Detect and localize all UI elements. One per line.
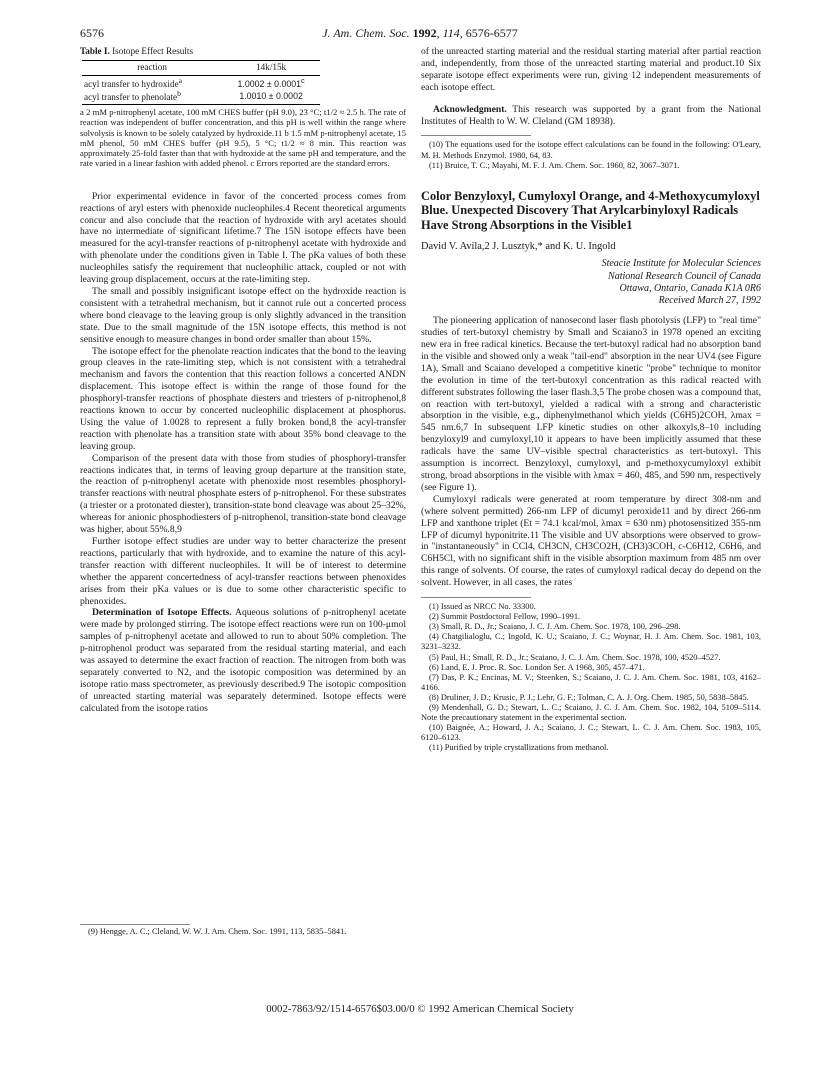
footnote-divider xyxy=(80,924,190,925)
footnote: (6) Land, E. J. Proc. R. Soc. London Ser. A 1968, 305, 457–471. xyxy=(429,662,645,672)
table-label: Table I. xyxy=(80,46,110,56)
section-heading: Determination of Isotope Effects. xyxy=(92,607,232,619)
article-title: Color Benzyloxyl, Cumyloxyl Orange, and 4-Methoxycumyloxyl Blue. Unexpected Discovery That Arylcarbinyloxyl Radicals Have Strong Absorptions in the Visible1 xyxy=(421,188,760,232)
footnote: (5) Paul, H.; Small, R. D., Jr.; Scaiano, J. C. J. Am. Chem. Soc. 1978, 100, 4520–4527. xyxy=(429,652,721,662)
footnote: (2) Summit Postdoctoral Fellow, 1990–1991. xyxy=(429,612,581,622)
table-footnotes: a 2 mM p-nitrophenyl acetate, 100 mM CHES buffer (pH 9.0), 23 °C; t1/2 ≈ 2.5 h. The rate of reaction was independent of buffer concentration, and this pH is well within the range where solvolysis is known to be solely catalyzed by hydroxide.11 b 1.5 mM p-nitrophenyl acetate, 15 mM phenol, 50 mM CHES buffer (pH 9.5), 5 °C; t1/2 ≈ 8 min. This reaction was approximately 25-fold faster than that with hydroxide at the same pH and temperature, and the rate varied in a linear fashion with added phenol. c Errors reported are the standard errors. xyxy=(80,106,406,169)
article-affiliation: Steacie Institute for Molecular Sciences National Research Council of Canada Ottawa, Ontario, Canada K1A 0R6 Received March 27, 1992 xyxy=(421,258,761,307)
left-column xyxy=(80,46,406,715)
table-header-ratio: 14k/15k xyxy=(222,60,320,75)
page-header xyxy=(80,26,760,42)
right-column xyxy=(421,46,761,753)
footnote: (9) Hengge, A. C.; Cleland, W. W. J. Am. Chem. Soc. 1991, 113, 5835–5841. xyxy=(88,927,347,936)
section-text: Aqueous solutions of p-nitrophenyl acetate were made by prolonged stirring. The isotope effect reactions were run on 100-μmol samples of p-nitrophenyl acetate and allowed to run to about 50% completion. The p-nitrophenol product was separated from the residual starting material, and each was assayed to determine the exact fraction of reaction. The nitrogen from both was separately converted to N2, and the isotopic composition was determined by an isotope ratio mass spectrometer, as previously described.9 The isotopic composition of unreacted starting material was separately determined. Isotope effects were calculated from the isotope ratios xyxy=(80,607,406,714)
footnote: (9) Mendenhall, G. D.; Stewart, L. C.; Scaiano, J. C. J. Am. Chem. Soc. 1982, 104, 5109–5114. Note the precautionary statement in the experimental section. xyxy=(421,703,761,723)
body-paragraph: Prior experimental evidence in favor of the concerted process comes from reactions of aryl esters with phenoxide nucleophiles.4 Recent theoretical arguments concur and also conclude that the reaction of hydroxide with aryl acetates should have no intermediate of significant lifetime.7 The 15N isotope effects have been measured for the acyl-transfer reactions of p-nitrophenyl acetate with hydroxide and with phenolate under the conditions given in Table I. The pKa values of both these nucleophiles satisfy the requirement that nucleophilic attack, coupled or not with leaving group displacement, occurs at the rate-limiting step. xyxy=(80,190,406,286)
body-paragraph: The pioneering application of nanosecond laser flash photolysis (LFP) to "real time" studies of tert-butoxyl chemistry by Small and Scaiano3 in 1978 opened an exciting new era in free radical kinetics. Because the tert-butoxyl radical had no absorption band in the visible and showed only a weak "tail-end" absorption in the near UV4 (see Figure 1A), Small and Scaiano developed a competitive kinetic "probe" technique to monitor the evolution in time of the tert-butoxyl concentration as this radical reacted with different substrates following the laser flash.3,5 The probe chosen was a compound that, on reaction with tert-butoxyl, yielded a radical with a strong and characteristic absorption in the visible, e.g., diphenylmethanol which yields (C6H5)2COH, λmax = 545 nm.6,7 In subsequent LFP kinetic studies on other alkoxyls,8–10 including benzyloxyl9 and cumyloxyl,10 it appears to have been implicitly assumed that these radicals have the same UV–visible spectral characteristics as tert-butoxyl. This assumption is incorrect. Benzyloxyl, cumyloxyl, and p-methoxycumyloxyl exhibit strong, broad absorptions in the visible with λmax = 460, 485, and 590 nm, respectively (see Figure 1). xyxy=(421,315,761,493)
table-row xyxy=(82,75,320,89)
footnote-divider xyxy=(421,135,531,136)
journal-name: J. Am. Chem. Soc. xyxy=(322,26,410,40)
table-cell-value: 1.0010 ± 0.0002 xyxy=(222,89,320,104)
table-title: Isotope Effect Results xyxy=(112,46,194,56)
article-authors: David V. Avila,2 J. Lusztyk,* and K. U. Ingold xyxy=(421,240,616,252)
footnote: (10) Baignée, A.; Howard, J. A.; Scaiano, J. C.; Stewart, L. C. J. Am. Chem. Soc. 1983, 105, 6120–6123. xyxy=(421,723,761,743)
footnote: (3) Small, R. D., Jr.; Scaiano, J. C. J. Am. Chem. Soc. 1978, 100, 296–298. xyxy=(429,622,681,632)
footnote: (7) Das, P. K.; Encinas, M. V.; Steenken, S.; Scaiano, J. C. J. Am. Chem. Soc. 1981, 103, 4162–4166. xyxy=(421,672,761,692)
table-header-reaction: reaction xyxy=(82,60,222,75)
page-number: 6576 xyxy=(80,26,104,40)
table-cell-reaction: acyl transfer to phenolate$^b$ xyxy=(82,89,222,104)
journal-volume: 114 xyxy=(442,26,460,40)
table-caption xyxy=(80,46,406,58)
footnote: (11) Purified by triple crystallizations from methanol. xyxy=(429,743,609,753)
determination-paragraph xyxy=(80,607,406,714)
journal-citation: J. Am. Chem. Soc. 1992, 114, 6576-6577 xyxy=(322,26,518,40)
left-footnotes xyxy=(80,927,406,937)
table-cell-value: 1.0002 ± 0.0001$^c$ xyxy=(237,75,305,89)
received-date: Received March 27, 1992 xyxy=(658,295,761,307)
footnote: (10) The equations used for the isotope effect calculations can be found in the following: O'Leary, M. H. Methods Enzymol. 1980, 64, 83. xyxy=(421,140,761,160)
acknowledgment-heading: Acknowledgment. xyxy=(433,103,507,115)
footnote: (1) Issued as NRCC No. 33300. xyxy=(429,602,536,612)
footnote-divider xyxy=(421,597,531,598)
body-paragraph: of the unreacted starting material and the residual starting material after partial reaction and, independently, from those of the unreacted starting material and product.10 Six separate isotope effect experiments were run, giving 12 independent measurements of each isotope effect. xyxy=(421,46,761,93)
table-cell-reaction: acyl transfer to hydroxide$^a$ xyxy=(84,75,183,89)
body-paragraph: Comparison of the present data with those from studies of phosphoryl-transfer reactions indicates that, in terms of leaving group departure at the transition state, the reaction of p-nitrophenyl acetate with phenoxide most resembles phosphoryl-transfer reactions with neutral phosphate esters of p-nitrophenol. For these substrates (a triester or a protonated diester), transition-state bond cleavage was about 25–32%, whereas for anionic phosphodiesters of p-nitrophenol, transition-state bond cleavage was higher, about 55%.8,9 xyxy=(80,452,406,536)
acknowledgment-text: This research was supported by a grant from the National Institutes of Health to W. W. Cleland (GM 18938). xyxy=(421,103,761,127)
journal-year: 1992 xyxy=(412,26,437,40)
body-paragraph: The isotope effect for the phenolate reaction indicates that the bond to the leaving group cleaves in the rate-limiting step, which is not consistent with a tetrahedral mechanism and favors the contention that this reaction follows a concerted ANDN displacement. This isotope effect is within the range of those found for the phosphoryl-transfer reactions of phosphate diesters and triesters of p-nitrophenol,8 reactions known to occur by concerted nucleophilic displacement at phosphorus. Using the value of 1.0028 to represent a fully broken bond,8 the acyl-transfer reaction with phenolate has a transition state with about 35% bond cleavage to the leaving group. xyxy=(80,345,406,452)
isotope-effect-table xyxy=(82,60,320,105)
body-paragraph: Cumyloxyl radicals were generated at room temperature by direct 308-nm and (where solvent permitted) 266-nm LFP of dicumyl peroxide11 and by direct 266-nm LFP and xanthone triplet (Et = 74.1 kcal/mol, λmax = 630 nm) photosensitized 355-nm LFP of dicumyl hyponitrite.11 The visible and UV absorptions were observed to grow-in "instantaneously" in CCl4, CH3CN, CH3CO2H, (CH3)3COH, c-C6H12, C6H6, and C6H5Cl, with no significant shift in the visible absorption maximum from 485 nm over this range of solvents. Of course, the rates of cumyloxyl radical decay do depend on the solvent. However, in all cases, the rates xyxy=(421,493,761,589)
journal-pages: 6576-6577 xyxy=(465,26,518,40)
body-paragraph: Further isotope effect studies are under way to better characterize the present reactions, particularly that with hydroxide, and to examine the nature of this acyl-transfer reaction with different nucleophiles. It will be of interest to determine whether the apparent concertedness of acyl-transfer reactions between phenoxides arises from their pKa values or is due to some other characteristic specific to phenoxides. xyxy=(80,536,406,607)
footnote: (4) Chatgilialoglu, C.; Ingold, K. U.; Scaiano, J. C.; Woynar, H. J. Am. Chem. Soc. 1981, 103, 3231–3232. xyxy=(421,632,761,652)
footnote: (8) Druliner, J. D.; Krusic, P. J.; Lehr, G. F.; Tolman, C. A. J. Org. Chem. 1985, 50, 5838–5845. xyxy=(429,692,749,702)
page-footer: 0002-7863/92/1514-6576$03.00/0 © 1992 American Chemical Society xyxy=(266,1003,574,1015)
body-paragraph: The small and possibly insignificant isotope effect on the hydroxide reaction is consistent with a tetrahedral mechanism, but it cannot rule out a concerted process where bond cleavage to the leaving group is only slightly advanced in the transition state. Due to the small magnitude of the 15N isotope effects, this method is not sensitive enough to measure changes in bond order smaller than about 15%. xyxy=(80,285,406,345)
table-row xyxy=(82,89,320,104)
footnote: (11) Bruice, T. C.; Mayahi, M. F. J. Am. Chem. Soc. 1960, 82, 3067–3071. xyxy=(429,160,680,170)
acknowledgment-paragraph xyxy=(421,104,761,128)
